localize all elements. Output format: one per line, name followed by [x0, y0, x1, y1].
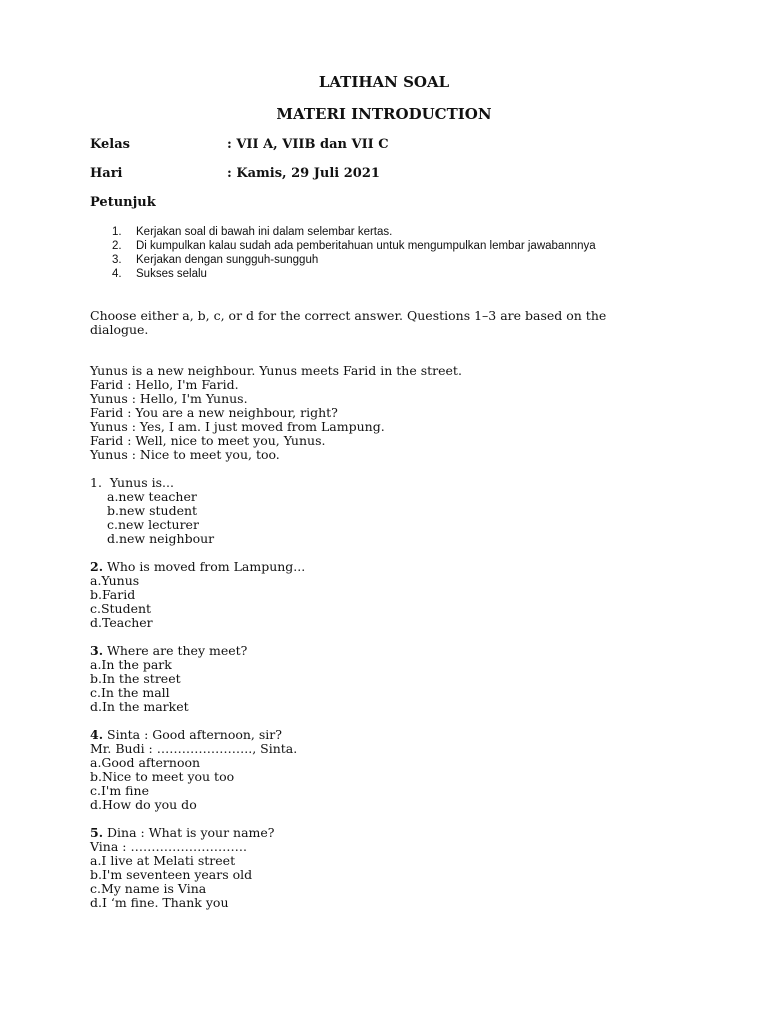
- question-number: 2.: [90, 559, 104, 574]
- meta-class: [90, 137, 389, 152]
- instruction-number: 4.: [112, 268, 122, 280]
- answer-option: d.I ‘m fine. Thank you: [90, 895, 229, 910]
- instruction-item: [112, 225, 632, 239]
- question-5: [90, 826, 690, 910]
- question-stem: [90, 476, 690, 490]
- meta-value: : VII A, VIIB dan VII C: [227, 137, 389, 152]
- answer-option: d.How do you do: [90, 797, 197, 812]
- answer-option: c.I'm fine: [90, 783, 149, 798]
- question-4: [90, 728, 690, 812]
- dialogue-line: Farid : You are a new neighbour, right?: [90, 405, 338, 420]
- answer-option: a.Good afternoon: [90, 755, 201, 770]
- answer-option: d.In the market: [90, 699, 189, 714]
- answer-option: c.My name is Vina: [90, 881, 207, 896]
- page-title: LATIHAN SOAL: [318, 73, 450, 91]
- question-2: [90, 560, 690, 630]
- answer-option: c.Student: [90, 601, 152, 616]
- answer-option: b.Nice to meet you too: [90, 769, 235, 784]
- dialogue-line: Farid : Well, nice to meet you, Yunus.: [90, 433, 326, 448]
- dialogue-line: Yunus : Yes, I am. I just moved from Lampung.: [90, 419, 385, 434]
- question-number: 5.: [90, 825, 104, 840]
- question-1: [90, 476, 690, 546]
- instruction-item: [112, 267, 632, 281]
- answer-options: [90, 490, 690, 546]
- question-text: Sinta : Good afternoon, sir?: [103, 727, 282, 742]
- question-text: Dina : What is your name?: [103, 825, 275, 840]
- answer-option: d.Teacher: [90, 615, 153, 630]
- question-text: Yunus is...: [101, 475, 174, 490]
- question-text-line: Vina : ……………………….: [90, 839, 247, 854]
- directions-text: Choose either a, b, c, or d for the correct answer. Questions 1–3 are based on the dialogue.: [90, 308, 607, 337]
- question-stem: [90, 826, 690, 840]
- dialogue-line: Yunus : Nice to meet you, too.: [90, 447, 280, 462]
- question-text: Where are they meet?: [103, 643, 248, 658]
- question-stem: [90, 644, 690, 658]
- answer-option: a.new teacher: [107, 489, 197, 504]
- instruction-number: 3.: [112, 254, 122, 266]
- instruction-text: Di kumpulkan kalau sudah ada pemberitahuan untuk mengumpulkan lembar jawabannnya: [136, 240, 596, 252]
- meta-label: Kelas: [90, 137, 130, 152]
- dialogue-line: Yunus : Hello, I'm Yunus.: [90, 391, 248, 406]
- answer-option: a.I live at Melati street: [90, 853, 236, 868]
- instruction-number: 2.: [112, 240, 122, 252]
- answer-option: b.In the street: [90, 671, 181, 686]
- question-text: Who is moved from Lampung...: [103, 559, 306, 574]
- answer-option: d.new neighbour: [107, 531, 215, 546]
- instructions-heading: Petunjuk: [90, 195, 156, 210]
- meta-label: Hari: [90, 166, 123, 181]
- answer-option: c.new lecturer: [107, 517, 199, 532]
- instruction-number: 1.: [112, 226, 122, 238]
- question-number: 4.: [90, 727, 104, 742]
- answer-option: b.Farid: [90, 587, 136, 602]
- question-number: 1.: [90, 475, 102, 490]
- question-stem: [90, 560, 690, 574]
- instruction-item: [112, 239, 632, 253]
- dialogue-line: Yunus is a new neighbour. Yunus meets Farid in the street.: [90, 363, 462, 378]
- answer-option: b.new student: [107, 503, 198, 518]
- question-number: 3.: [90, 643, 104, 658]
- dialogue-line: Farid : Hello, I'm Farid.: [90, 377, 239, 392]
- page-subtitle: MATERI INTRODUCTION: [276, 105, 492, 123]
- answer-option: c.In the mall: [90, 685, 170, 700]
- meta-value: : Kamis, 29 Juli 2021: [227, 166, 380, 181]
- question-3: [90, 644, 690, 714]
- instruction-text: Kerjakan soal di bawah ini dalam selembar kertas.: [136, 226, 393, 238]
- answer-option: b.I'm seventeen years old: [90, 867, 253, 882]
- instruction-item: [112, 253, 632, 267]
- dialogue-block: [90, 364, 690, 462]
- instruction-text: Kerjakan dengan sungguh-sungguh: [136, 254, 319, 266]
- answer-option: a.Yunus: [90, 573, 140, 588]
- answer-option: a.In the park: [90, 657, 172, 672]
- question-stem: [90, 728, 690, 742]
- question-text-line: Mr. Budi : ………………….., Sinta.: [90, 741, 298, 756]
- meta-day: [90, 166, 380, 181]
- instructions-list: [112, 225, 632, 281]
- instruction-text: Sukses selalu: [136, 268, 207, 280]
